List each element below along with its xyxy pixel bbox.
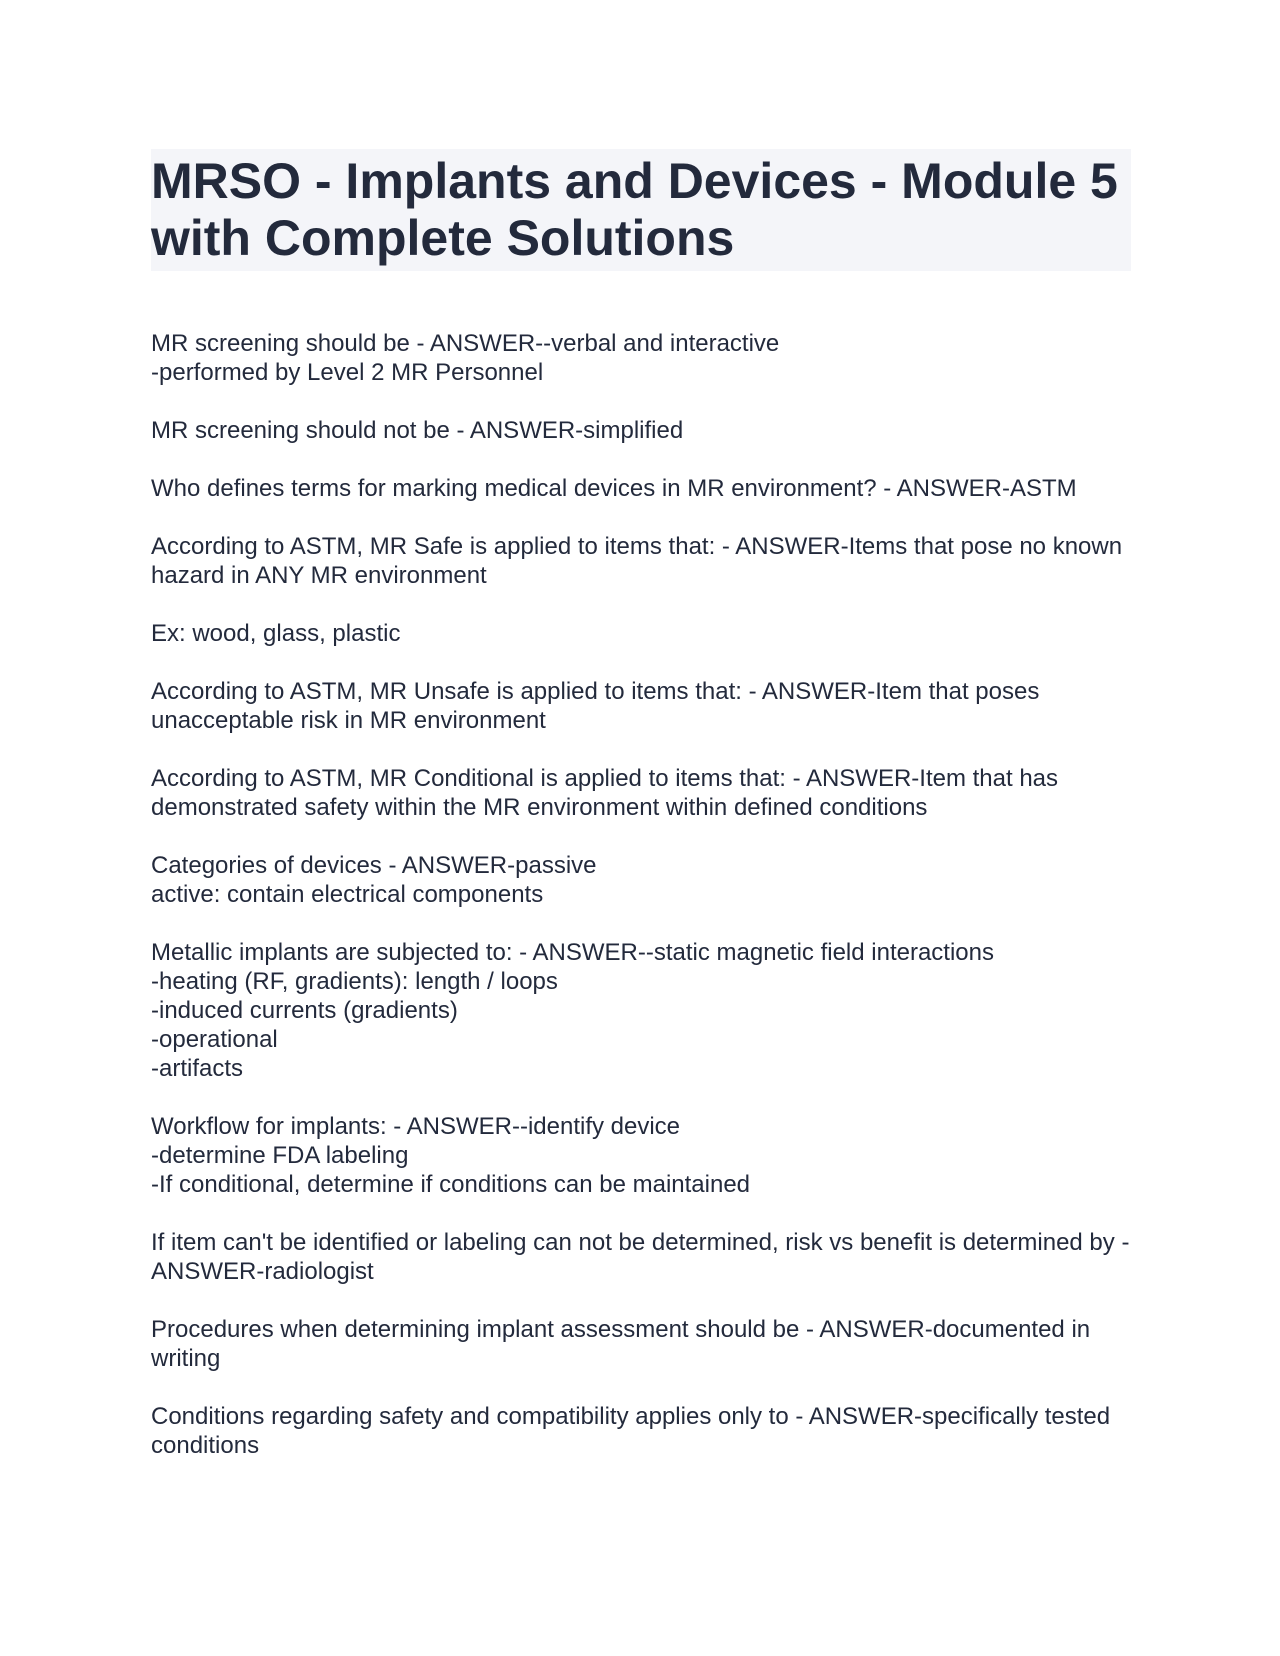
qa-item: Categories of devices - ANSWER-passive active: contain electrical components: [151, 852, 597, 908]
qa-item: According to ASTM, MR Safe is applied to items that: - ANSWER-Items that pose no known hazard in ANY MR environment: [151, 533, 1123, 589]
qa-item: According to ASTM, MR Conditional is applied to items that: - ANSWER-Item that has demonstrated safety within the MR environment within defined conditions: [151, 765, 1059, 821]
title-block: [151, 149, 1131, 271]
qa-item: Ex: wood, glass, plastic: [151, 620, 401, 647]
qa-item: Who defines terms for marking medical devices in MR environment? - ANSWER-ASTM: [151, 475, 1077, 502]
qa-item: Conditions regarding safety and compatibility applies only to - ANSWER-specifically tested conditions: [151, 1403, 1111, 1459]
qa-item: Workflow for implants: - ANSWER--identify device -determine FDA labeling -If conditional, determine if conditions can be maintained: [151, 1113, 751, 1198]
qa-item: MR screening should be - ANSWER--verbal and interactive -performed by Level 2 MR Personnel: [151, 330, 780, 386]
document-page: [151, 149, 1131, 1489]
qa-item: MR screening should not be - ANSWER-simplified: [151, 417, 684, 444]
qa-list: [151, 329, 1131, 1460]
qa-item: Metallic implants are subjected to: - ANSWER--static magnetic field interactions -heating (RF, gradients): length / loops -induced currents (gradients) -operational -artifacts: [151, 939, 994, 1082]
qa-item: If item can't be identified or labeling can not be determined, risk vs benefit is determined by - ANSWER-radiologist: [151, 1229, 1130, 1285]
page-title: MRSO - Implants and Devices - Module 5 with Complete Solutions: [151, 153, 1118, 266]
qa-item: According to ASTM, MR Unsafe is applied to items that: - ANSWER-Item that poses unacceptable risk in MR environment: [151, 678, 1040, 734]
qa-item: Procedures when determining implant assessment should be - ANSWER-documented in writing: [151, 1316, 1091, 1372]
